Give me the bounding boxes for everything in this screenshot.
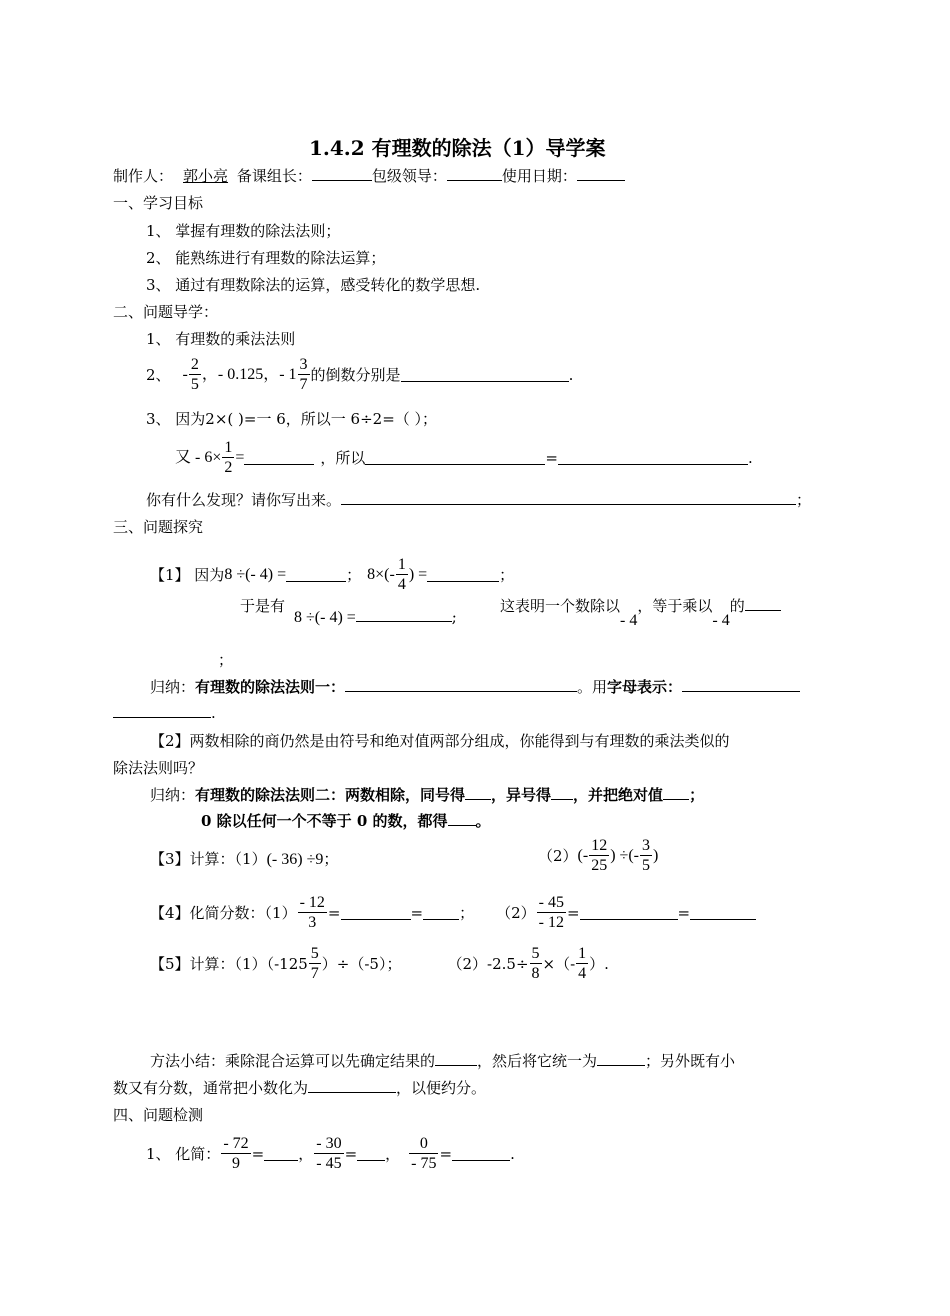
question-text: 的 [729,597,745,615]
answer-blank[interactable] [286,567,346,582]
discovery-prompt [146,490,811,510]
answer-blank[interactable] [341,490,796,505]
fraction [589,836,609,875]
numerator: 1 [397,556,406,573]
answer-blank[interactable] [341,905,411,920]
math-expression: 8 ÷(- 4) = [224,565,287,583]
answer-blank[interactable] [465,785,491,800]
rule-text: 有理数的除法法则二：两数相除，同号得 [195,786,466,804]
answer-blank[interactable] [580,905,678,920]
grade-leader-label: 包级领导： [371,167,447,185]
problem-1-so: 于是有 [240,597,286,615]
math-text: ，- 0.125，- 1 [201,365,297,383]
denominator: - 45 [316,1155,342,1172]
comma: ， [385,1144,401,1163]
summary-label: 归纳： [150,678,196,696]
objective-item: 1、 掌握有理数的除法法则； [146,222,341,240]
numerator: 5 [310,945,319,962]
summary-label: 归纳： [150,786,196,804]
fraction [298,893,327,932]
trailing-semicolon: ； [218,651,234,669]
question-multiplication-rule: 1、 有理数的乘法法则 [146,330,296,348]
fraction [576,944,588,983]
answer-blank[interactable] [264,1146,298,1161]
numerator: - 72 [223,1135,249,1152]
summary-text: ；另外既有小 [645,1052,736,1070]
denominator: - 12 [538,914,564,931]
summary-text: ，以便约分。 [396,1079,487,1097]
equals-sign: = [677,903,691,922]
semicolon: ； [346,565,362,584]
answer-blank[interactable] [551,785,573,800]
math-text: 又 - 6× [175,448,222,466]
fraction [640,836,652,875]
problem-3-part-2 [538,836,658,875]
numerator: 12 [591,837,608,854]
math-expression: (- 36) ÷9 [266,851,324,868]
question-text: ，所以 [320,448,366,467]
maker-label: 制作人： [113,167,174,185]
problem-label: 【4】化简分数：（1） [150,903,297,922]
group-leader-label: 备课组长： [236,167,312,185]
answer-blank[interactable] [308,1078,396,1093]
math-value: - 4 [620,612,638,629]
fraction [309,944,321,983]
math-expression: 8×(- [367,565,395,583]
rule-2-zero [201,811,491,831]
objective-item: 3、 通过有理数除法的运算，感受转化的数学思想. [146,276,481,294]
denominator: 4 [578,965,587,982]
summary-text: 数又有分数，通常把小数化为 [113,1079,309,1097]
fraction [298,355,310,394]
semicolon: ； [796,491,812,509]
grade-leader-blank[interactable] [447,166,502,181]
problem-1-expression [294,607,457,628]
answer-blank[interactable] [357,1146,385,1161]
equals-sign: = [327,903,341,922]
problem-label: 【1】 因为 [150,565,225,584]
denominator: 5 [641,857,650,874]
numerator: 1 [578,945,587,962]
problem-label: 【5】计算：（1）（-125 [150,954,308,973]
denominator: 2 [224,459,233,476]
fraction [189,355,201,394]
page-title: 1.4.2 有理数的除法（1）导学案 [309,136,606,160]
equals-sign: = [251,1144,265,1163]
numerator: 0 [419,1135,428,1152]
answer-blank[interactable] [427,567,499,582]
question-text: 。用 [577,678,608,696]
answer-blank[interactable] [448,811,476,826]
rule-text: 0 除以任何一个不等于 0 的数，都得 [201,812,448,830]
question-division-example-2 [175,438,753,477]
minus-sign: - [182,365,188,383]
answer-blank[interactable] [690,905,756,920]
period: . [747,448,753,467]
method-summary-line-1 [150,1051,735,1071]
rule-label: 字母表示： [607,678,683,696]
problem-5 [150,944,609,983]
method-summary-line-2 [113,1078,486,1098]
rule-2-summary [150,785,704,805]
denominator: - 75 [411,1155,437,1172]
question-division-example: 3、 因为2×( )=一 6，所以一 6÷2=（ ）； [146,410,438,428]
fraction [537,893,566,932]
rule-1-summary [150,677,800,697]
math-expression: ) [652,846,659,864]
answer-blank[interactable] [345,677,577,692]
problem-2-line-2: 除法法则吗？ [113,759,204,777]
math-expression: ) = [408,565,428,583]
problem-1-means [500,596,781,629]
equals-sign: = [439,1144,453,1163]
answer-blank[interactable] [356,607,452,622]
section-3-heading: 三、问题探究 [113,518,204,536]
question-number: 2、 [146,365,171,384]
fraction [409,1134,438,1173]
math-expression: ) ÷(- [610,846,639,864]
part-label: （2）-2.5÷ [447,954,529,973]
question-text: 的倒数分别是 [310,365,401,384]
period: 。 [475,812,491,830]
equals-sign: = [545,448,558,467]
group-leader-blank[interactable] [312,166,372,181]
date-label: 使用日期： [501,167,577,185]
part-label: （2） [496,903,536,922]
part-label: （2） [538,846,578,865]
semicolon: ； [499,565,515,584]
answer-blank[interactable] [745,596,781,611]
rule-text: ，异号得 [491,786,552,804]
denominator: 5 [190,376,199,393]
numerator: - 45 [538,894,564,911]
answer-blank[interactable] [558,450,748,465]
problem-label: 【3】计算：（1） [150,850,267,868]
objective-item: 2、 能熟练进行有理数的除法运算； [146,249,386,267]
fraction [396,555,408,594]
denominator: 7 [299,376,308,393]
denominator: 4 [397,576,406,593]
answer-blank[interactable] [401,367,569,382]
math-expression: (- [577,846,589,864]
numerator: - 30 [316,1135,342,1152]
date-blank[interactable] [577,166,625,181]
header-line [113,166,625,186]
section-4-heading: 四、问题检测 [113,1106,204,1124]
equals-sign: = [344,1144,358,1163]
math-expression: ×（- [542,954,576,973]
answer-blank[interactable] [682,677,800,692]
period: . [568,365,574,384]
period: . [510,1144,515,1163]
question-text: 1、 化简： [146,1144,221,1163]
answer-blank[interactable] [244,450,314,465]
denominator: 7 [310,965,319,982]
semicolon: ; [451,608,457,626]
fraction [314,1134,343,1173]
denominator: 25 [591,857,608,874]
section-1-heading: 一、学习目标 [113,194,204,212]
summary-text: ，然后将它统一为 [477,1052,598,1070]
problem-3-part-1 [150,849,338,870]
numerator: 5 [531,945,540,962]
math-expression: ）. [589,954,609,973]
maker-name: 郭小亮 [183,167,229,185]
answer-blank[interactable] [663,785,689,800]
answer-blank[interactable] [423,905,459,920]
summary-text: 方法小结：乘除混合运算可以先确定结果的 [150,1052,436,1070]
math-expression: ）÷（-5）； [321,954,402,973]
question-text: 这表明一个数除以 [500,597,621,615]
answer-blank[interactable] [435,1051,477,1066]
numerator: 1 [224,439,233,456]
rule-1-summary-cont [113,703,216,723]
problem-1-line-1 [150,555,514,594]
answer-blank[interactable] [452,1146,510,1161]
math-value: - 4 [712,612,730,629]
answer-blank[interactable] [597,1051,645,1066]
denominator: 9 [231,1155,240,1172]
semicolon: ； [689,786,705,804]
fraction [221,1134,250,1173]
denominator: 8 [531,965,540,982]
numerator: 3 [299,356,308,373]
semicolon: ； [459,903,475,922]
comma: ， [298,1144,314,1163]
answer-blank[interactable] [365,450,545,465]
section-2-heading: 二、问题导学： [113,303,219,321]
check-question-1 [146,1134,515,1173]
problem-2-line-1: 【2】两数相除的商仍然是由符号和绝对值两部分组成，你能得到与有理数的乘法类似的 [150,732,730,750]
rule-text: ，并把绝对值 [573,786,664,804]
numerator: 3 [641,837,650,854]
equals-sign: = [235,448,245,466]
equals-sign: = [566,903,580,922]
equals-sign: = [410,903,424,922]
question-text: 你有什么发现？请你写出来。 [146,491,342,509]
question-reciprocals [146,355,573,394]
numerator: 2 [190,356,199,373]
fraction [530,944,542,983]
denominator: 3 [308,914,317,931]
period: . [211,704,216,722]
fraction [222,438,234,477]
problem-4 [150,893,756,932]
answer-blank[interactable] [113,703,211,718]
semicolon: ； [323,850,339,868]
numerator: - 12 [299,894,325,911]
question-text: ，等于乘以 [637,597,713,615]
rule-label: 有理数的除法法则一： [195,678,346,696]
math-expression: 8 ÷(- 4) = [294,609,356,626]
